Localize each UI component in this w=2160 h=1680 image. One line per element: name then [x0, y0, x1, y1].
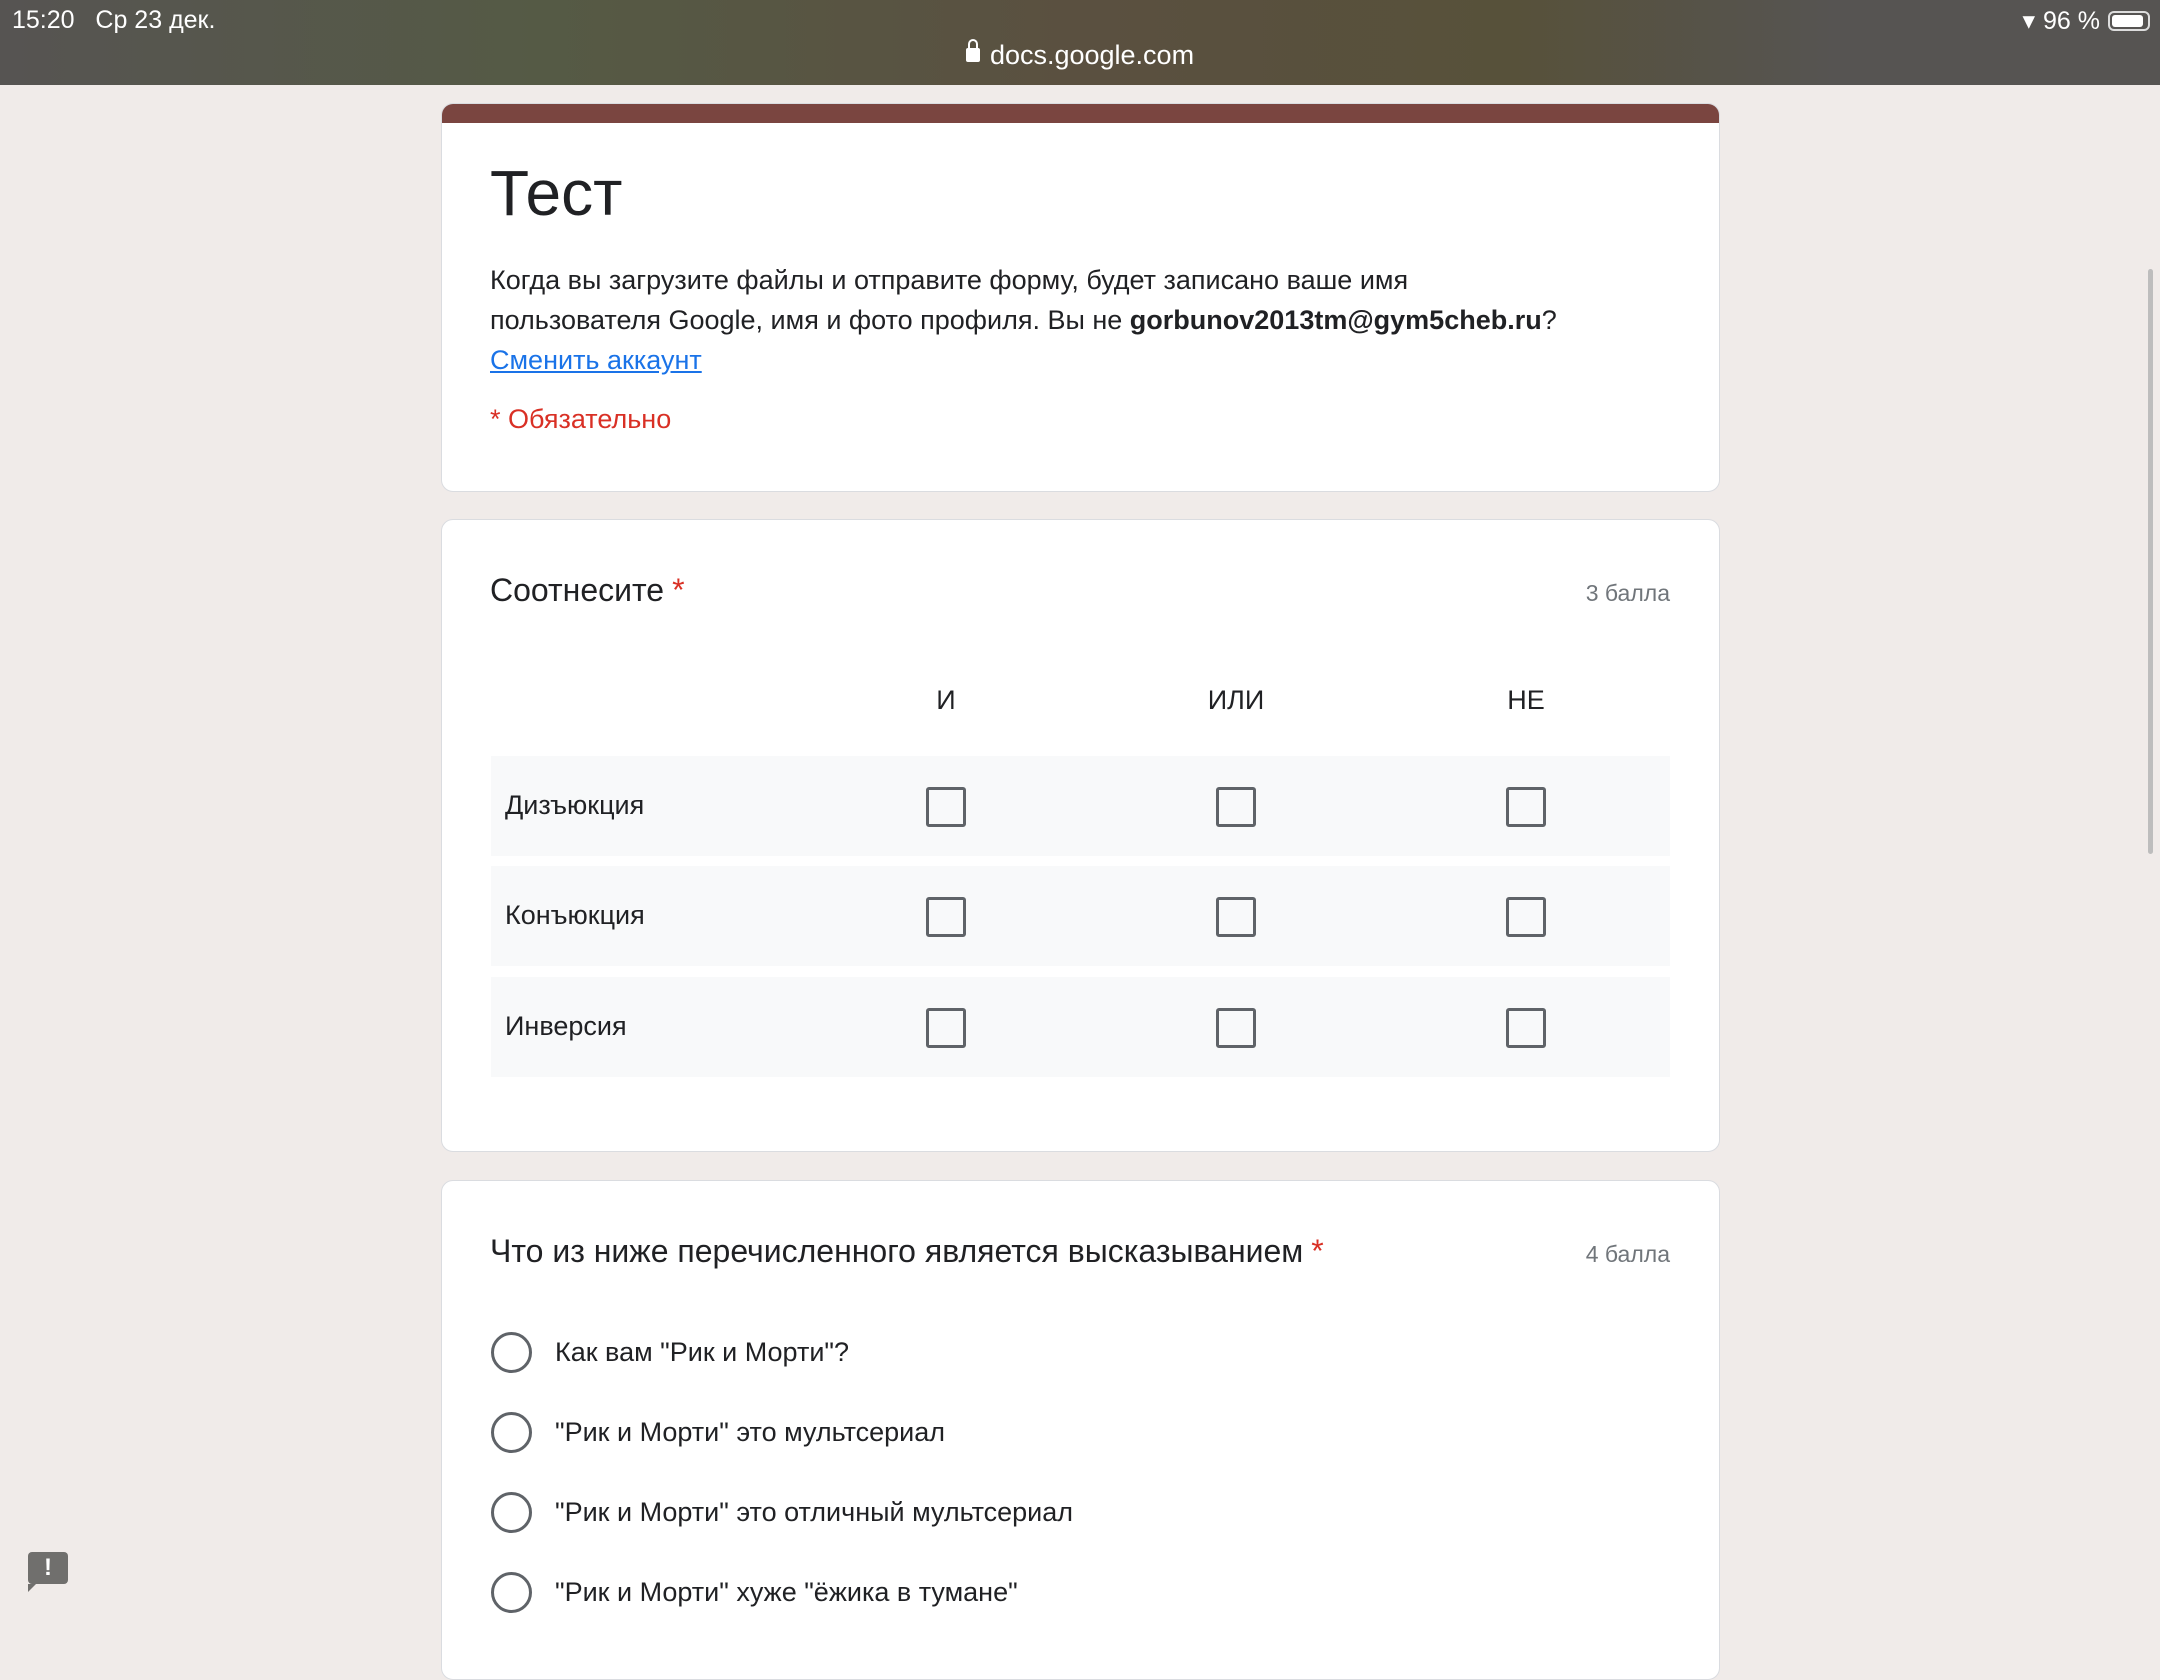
lock-icon: [966, 48, 980, 62]
question-points: 3 балла: [1585, 580, 1670, 606]
question-title: Соотнесите *: [490, 572, 685, 608]
url-text: docs.google.com: [989, 40, 1195, 70]
form-title: Тест: [490, 157, 623, 229]
grid-row: [491, 977, 1670, 1077]
radio-button[interactable]: [491, 1332, 532, 1373]
battery-percent: 96 %: [2043, 6, 2100, 35]
question-title: Что из ниже перечисленного является высказыванием *: [490, 1233, 1324, 1269]
question-grid-card: [441, 519, 1720, 1152]
question-choice-card: [441, 1180, 1720, 1680]
option-label[interactable]: "Рик и Морти" это отличный мультсериал: [555, 1497, 1074, 1527]
checkbox[interactable]: [1506, 787, 1546, 827]
option-label[interactable]: "Рик и Морти" хуже "ёжика в тумане": [555, 1577, 1018, 1607]
column-header: НЕ: [1507, 685, 1545, 715]
checkbox[interactable]: [926, 897, 966, 937]
checkbox[interactable]: [926, 1008, 966, 1048]
form-description: Когда вы загрузите файлы и отправите форму, будет записано ваше имя пользователя Google, имя и фото профиля. Вы не gorbunov2013tm@gym5cheb.ru? Сменить аккаунт: [490, 265, 1557, 375]
status-right: [2022, 6, 2150, 36]
row-label: Дизъюкция: [505, 790, 645, 820]
radio-button[interactable]: [491, 1572, 532, 1613]
row-label: Конъюкция: [505, 900, 645, 930]
required-note: * Обязательно: [490, 404, 672, 434]
account-email: gorbunov2013tm@gym5cheb.ru: [1129, 305, 1542, 335]
grid-row: [491, 756, 1670, 856]
question-points: 4 балла: [1585, 1241, 1670, 1267]
radio-button[interactable]: [491, 1492, 532, 1533]
checkbox[interactable]: [1506, 1008, 1546, 1048]
checkbox[interactable]: [1216, 787, 1256, 827]
column-header: И: [936, 685, 956, 715]
option-label[interactable]: "Рик и Морти" это мультсериал: [555, 1417, 946, 1447]
row-label: Инверсия: [505, 1011, 627, 1041]
status-time: 15:20 Ср 23 дек.: [12, 6, 216, 34]
grid-row: [491, 866, 1670, 966]
address-bar[interactable]: [0, 40, 2160, 71]
feedback-icon[interactable]: !: [28, 1552, 68, 1584]
checkbox[interactable]: [1216, 1008, 1256, 1048]
radio-button[interactable]: [491, 1412, 532, 1453]
switch-account-link[interactable]: Сменить аккаунт: [490, 345, 702, 375]
scrollbar[interactable]: [2148, 269, 2153, 854]
column-header: ИЛИ: [1207, 685, 1265, 715]
status-bar: [0, 0, 2160, 85]
checkbox[interactable]: [926, 787, 966, 827]
checkbox[interactable]: [1506, 897, 1546, 937]
wifi-icon: ▾: [2022, 7, 2036, 35]
option-label[interactable]: Как вам "Рик и Морти"?: [555, 1337, 850, 1367]
battery-icon: [2108, 11, 2150, 31]
accent-band: [442, 104, 1719, 123]
form-header-card: [441, 103, 1720, 492]
checkbox[interactable]: [1216, 897, 1256, 937]
